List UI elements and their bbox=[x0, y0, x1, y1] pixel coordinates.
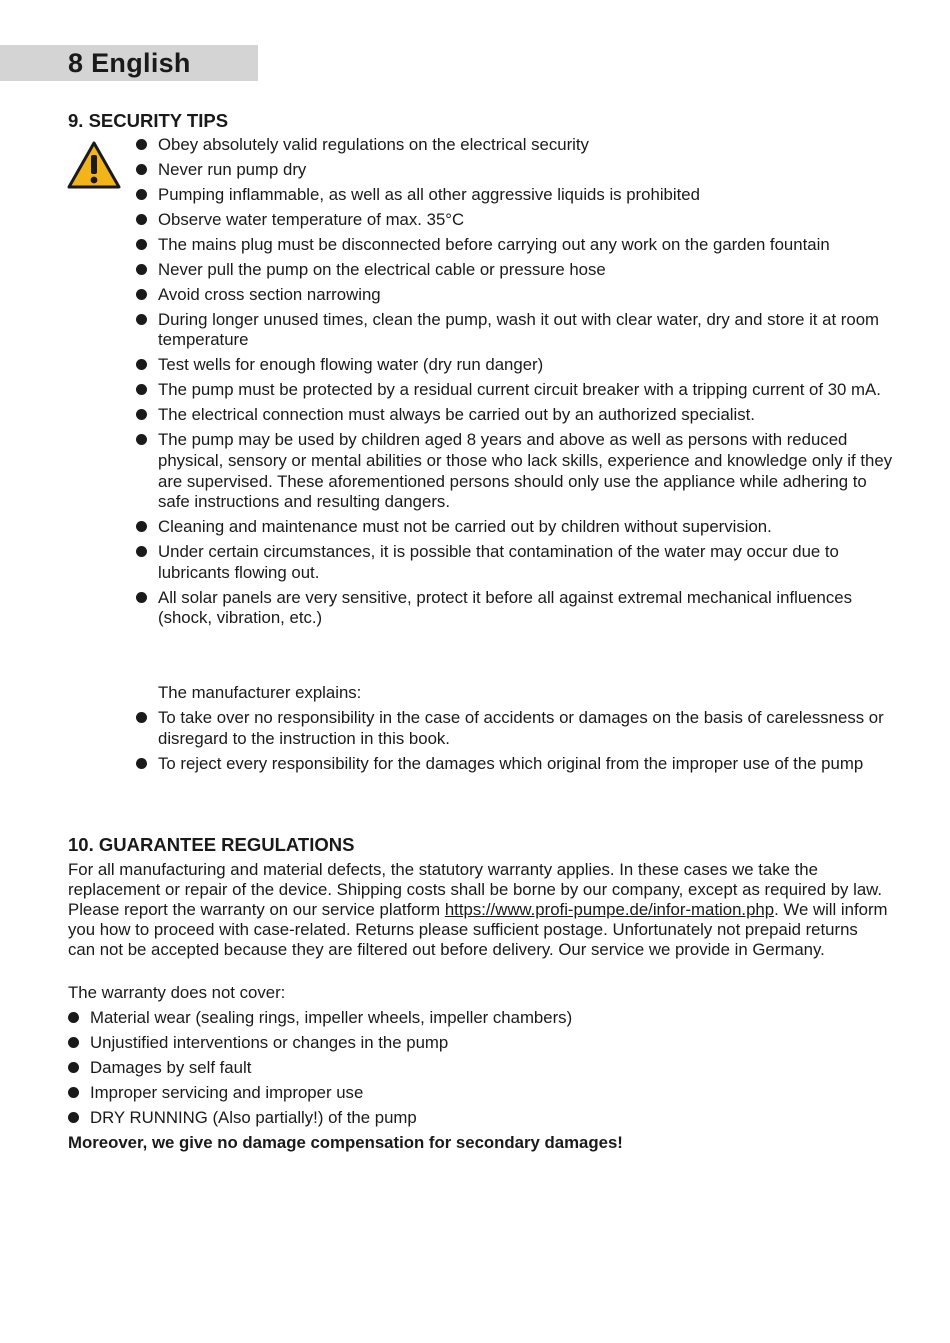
bullet-icon bbox=[136, 164, 147, 175]
list-item-text: Material wear (sealing rings, impeller wheels, impeller chambers) bbox=[90, 1008, 573, 1027]
list-item bbox=[136, 260, 896, 281]
security-tips-title: 9. SECURITY TIPS bbox=[68, 110, 229, 131]
list-item bbox=[136, 380, 896, 401]
bullet-icon bbox=[136, 712, 147, 723]
list-item bbox=[136, 185, 896, 206]
bullet-icon bbox=[68, 1062, 79, 1073]
list-item bbox=[68, 1033, 888, 1054]
list-item bbox=[136, 310, 896, 351]
list-item bbox=[136, 430, 896, 512]
bullet-icon bbox=[136, 384, 147, 395]
list-item-text: Improper servicing and improper use bbox=[90, 1083, 364, 1103]
list-item-text: All solar panels are very sensitive, protect it before all against extremal mechanical influences (shock, vibration, etc.) bbox=[158, 587, 852, 628]
service-platform-link[interactable]: https://www.profi-pumpe.de/infor-mation.php bbox=[444, 899, 775, 919]
bullet-icon bbox=[136, 314, 147, 325]
guarantee-text-before-link: For all manufacturing and material defects, the statutory warranty applies. In these cases we take the replacement or repair of the device. Shipping costs shall be borne by our company, except as required by law. Please report the warranty on our service platform bbox=[68, 860, 883, 919]
bullet-icon bbox=[136, 239, 147, 250]
warning-triangle-icon bbox=[67, 141, 121, 189]
list-item-text: Under certain circumstances, it is possible that contamination of the water may occur due to lubricants flowing out. bbox=[158, 542, 839, 582]
bullet-icon bbox=[68, 1037, 79, 1048]
list-item bbox=[136, 135, 896, 156]
bullet-icon bbox=[136, 214, 147, 225]
manufacturer-points-list bbox=[136, 708, 896, 779]
list-item bbox=[136, 355, 896, 376]
bullet-icon bbox=[136, 264, 147, 275]
list-item bbox=[136, 754, 896, 775]
list-item-text: Obey absolutely valid regulations on the electrical security bbox=[158, 135, 589, 154]
bullet-icon bbox=[136, 139, 147, 150]
list-item-text: Never pull the pump on the electrical cable or pressure hose bbox=[158, 259, 606, 279]
list-item-text: The electrical connection must always be carried out by an authorized specialist. bbox=[158, 405, 755, 425]
list-item bbox=[136, 285, 896, 306]
list-item-text: Pumping inflammable, as well as all other aggressive liquids is prohibited bbox=[158, 184, 700, 204]
list-item-text: To take over no responsibility in the case of accidents or damages on the basis of carelessness or disregard to the instruction in this book. bbox=[158, 708, 884, 748]
closing-statement: Moreover, we give no damage compensation for secondary damages! bbox=[68, 1133, 623, 1152]
list-item bbox=[68, 1008, 888, 1029]
bullet-icon bbox=[136, 289, 147, 300]
bullet-icon bbox=[68, 1112, 79, 1123]
bullet-icon bbox=[136, 359, 147, 370]
bullet-icon bbox=[136, 592, 147, 603]
guarantee-text-after-link: . We will inform you how to proceed with case-related. Returns please sufficient postage. Unfortunately not prepaid returns can not be accepted because they are filtered out before delivery. Our service we provide in Germany. bbox=[68, 899, 888, 959]
bullet-icon bbox=[136, 409, 147, 420]
list-item-text: Damages by self fault bbox=[90, 1058, 252, 1078]
list-item bbox=[68, 1108, 888, 1129]
guarantee-paragraph bbox=[68, 860, 888, 960]
list-item bbox=[68, 1083, 888, 1104]
list-item bbox=[136, 708, 896, 749]
list-item-text: The mains plug must be disconnected before carrying out any work on the garden fountain bbox=[158, 234, 830, 254]
list-item bbox=[136, 517, 896, 538]
list-item bbox=[136, 235, 896, 256]
warranty-exclusions-intro: The warranty does not cover: bbox=[68, 983, 286, 1002]
bullet-icon bbox=[68, 1012, 79, 1023]
list-item-text: Test wells for enough flowing water (dry run danger) bbox=[158, 355, 544, 375]
list-item bbox=[136, 160, 896, 181]
page-header-label: 8 English bbox=[68, 48, 191, 78]
list-item bbox=[136, 405, 896, 426]
list-item-text: Cleaning and maintenance must not be carried out by children without supervision. bbox=[158, 517, 772, 537]
list-item bbox=[136, 210, 896, 231]
list-item-text: The pump must be protected by a residual current circuit breaker with a tripping current of 30 mA. bbox=[158, 380, 881, 400]
list-item-text: To reject every responsibility for the damages which original from the improper use of the pump bbox=[158, 753, 864, 773]
page-header-bar bbox=[0, 45, 258, 81]
bullet-icon bbox=[136, 758, 147, 769]
list-item bbox=[68, 1058, 888, 1079]
manufacturer-intro: The manufacturer explains: bbox=[158, 683, 362, 702]
list-item-text: Avoid cross section narrowing bbox=[158, 284, 381, 304]
list-item-text: Observe water temperature of max. 35°C bbox=[158, 209, 465, 229]
list-item bbox=[136, 588, 896, 629]
guarantee-title: 10. GUARANTEE REGULATIONS bbox=[68, 834, 355, 855]
list-item bbox=[136, 542, 896, 583]
bullet-icon bbox=[136, 189, 147, 200]
warranty-exclusions-list bbox=[68, 1008, 888, 1133]
security-tips-list bbox=[136, 135, 896, 633]
bullet-icon bbox=[136, 434, 147, 445]
list-item-text: Never run pump dry bbox=[158, 159, 307, 179]
bullet-icon bbox=[136, 546, 147, 557]
list-item-text: Unjustified interventions or changes in the pump bbox=[90, 1033, 449, 1053]
list-item-text: During longer unused times, clean the pump, wash it out with clear water, dry and store it at room temperature bbox=[158, 309, 880, 350]
bullet-icon bbox=[136, 521, 147, 532]
bullet-icon bbox=[68, 1087, 79, 1098]
list-item-text: DRY RUNNING (Also partially!) of the pump bbox=[90, 1108, 417, 1128]
list-item-text: The pump may be used by children aged 8 years and above as well as persons with reduced physical, sensory or mental abilities or those who lack skills, experience and knowledge only if they are supervised. These aforementioned persons should only use the appliance while adhering to safe instructions and resulting dangers. bbox=[158, 430, 893, 512]
